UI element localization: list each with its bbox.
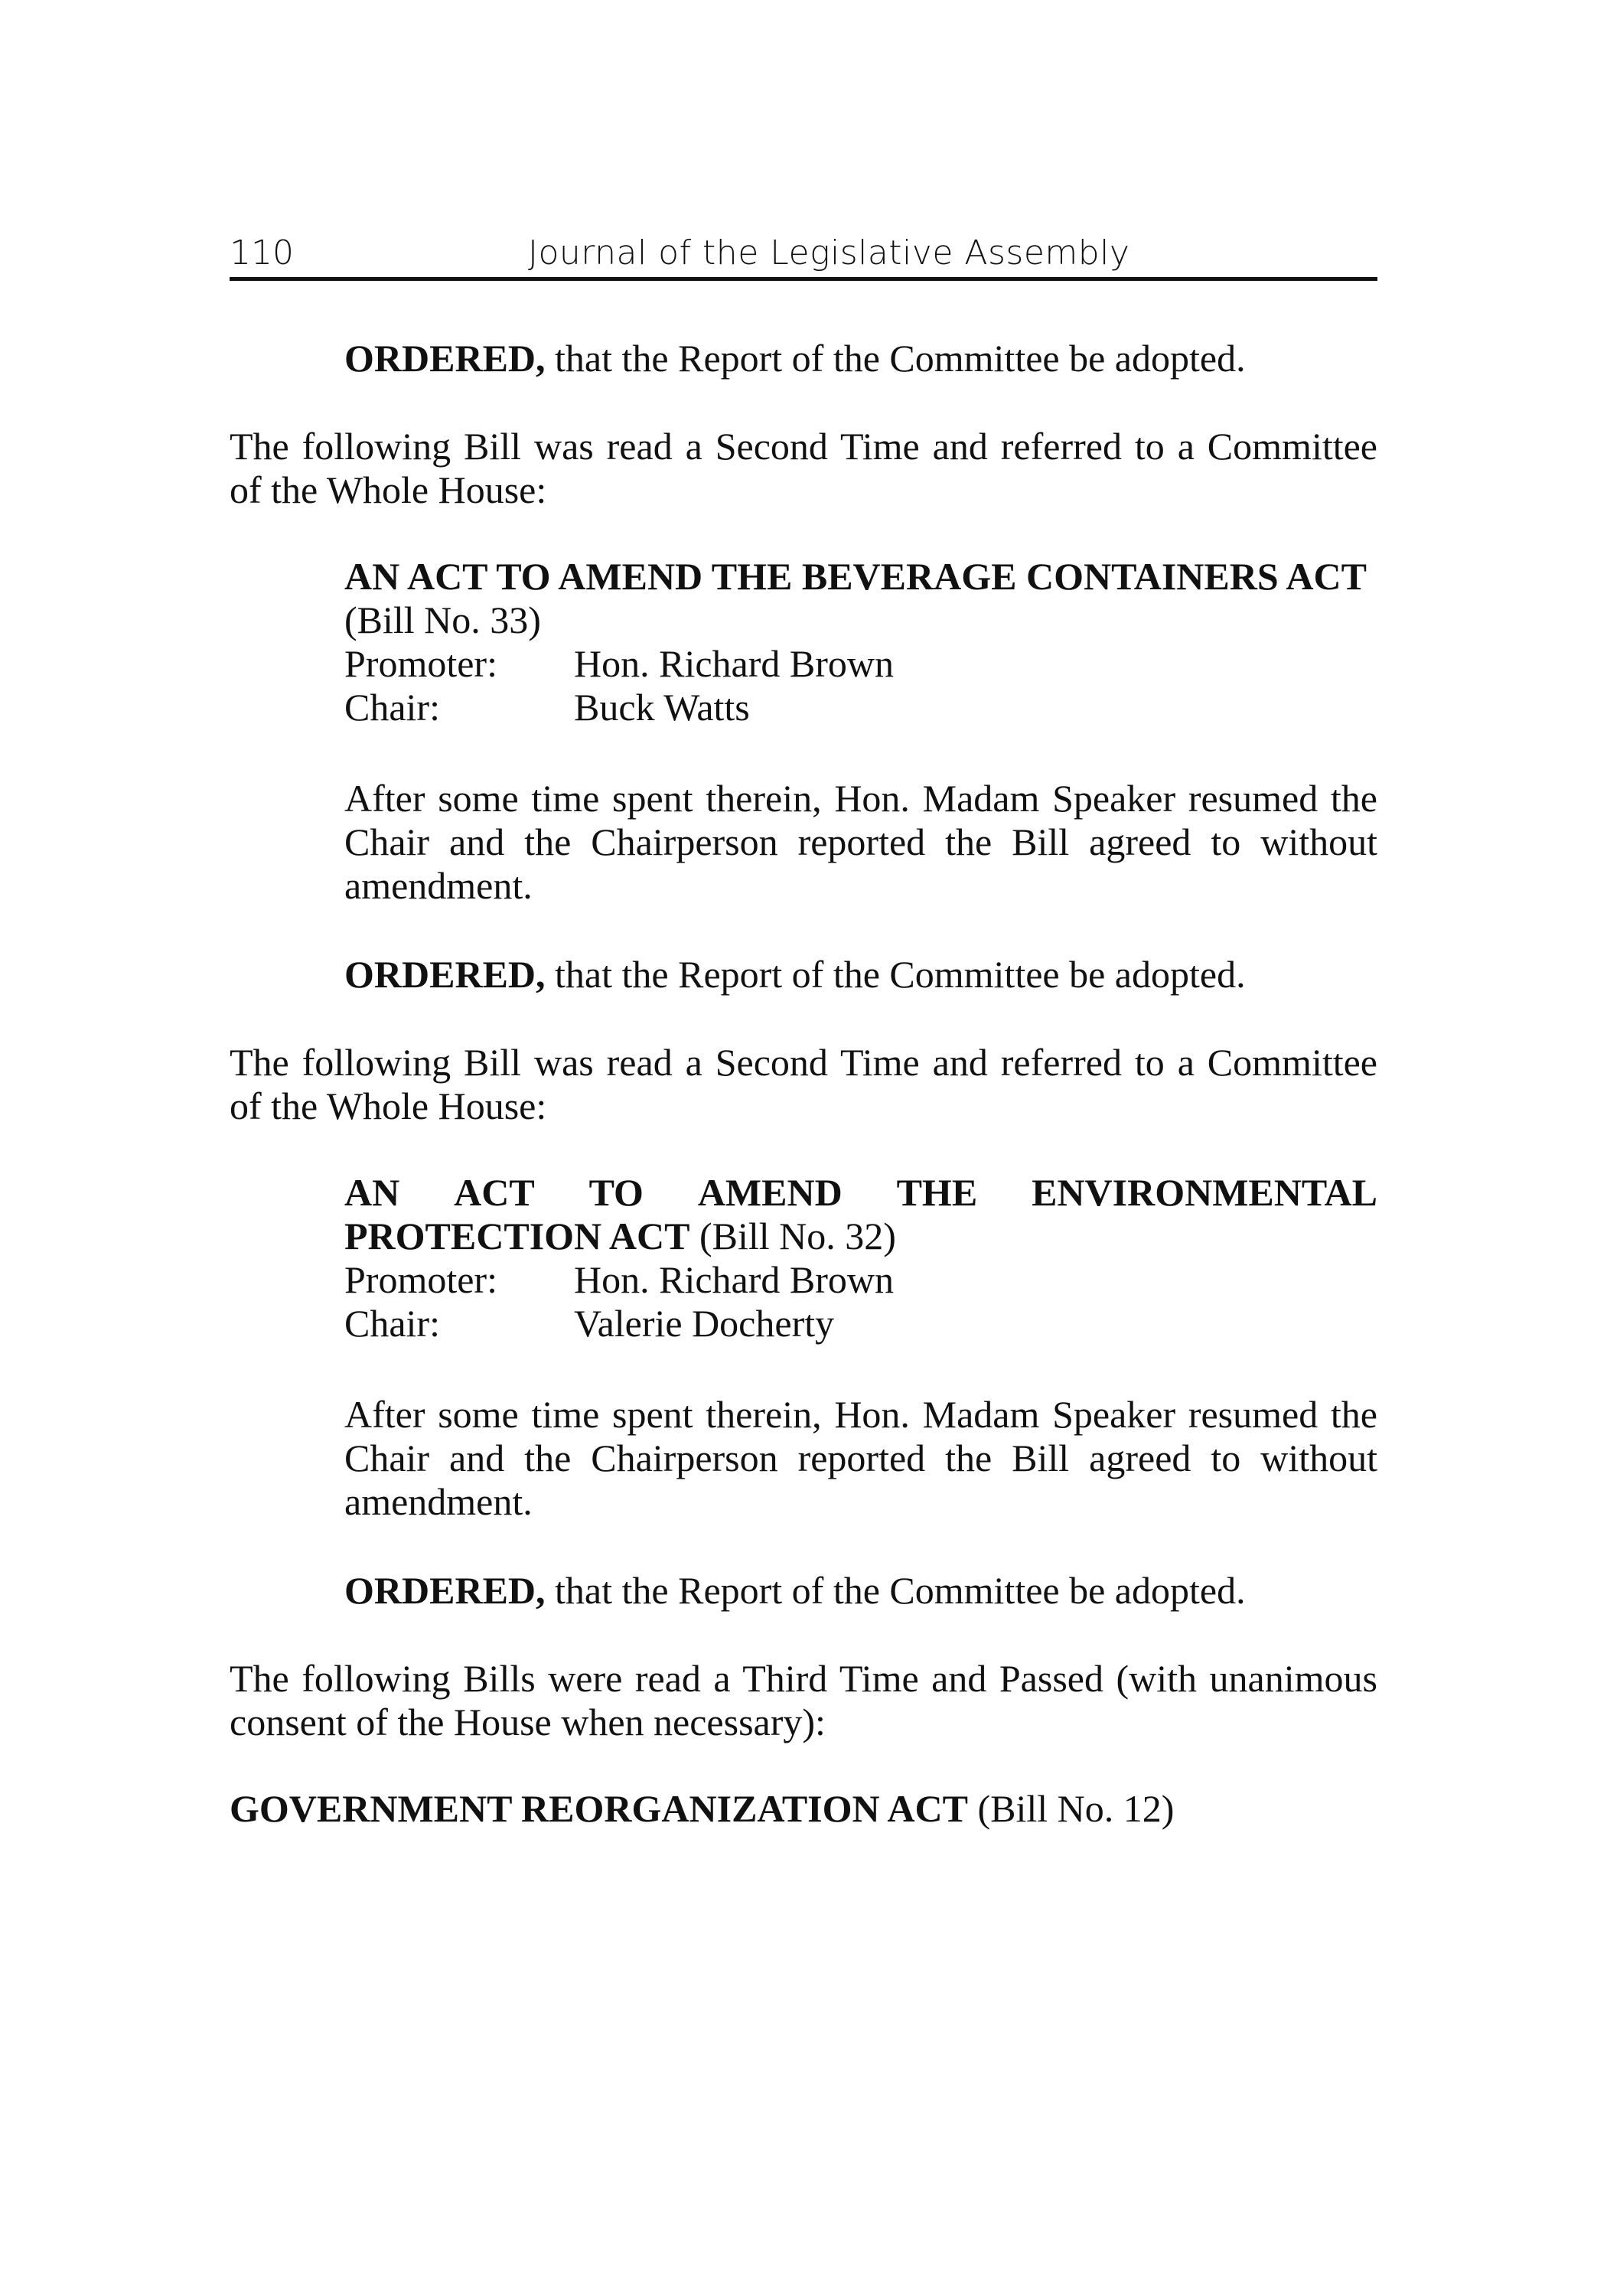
bill-33-result: After some time spent therein, Hon. Madam Speaker resumed the Chair and the Chairperson reported the Bill agreed to without amendment. [344,777,1377,907]
ordered-paragraph-1 [344,337,1377,380]
running-title: Journal of the Legislative Assembly [528,233,1130,272]
bill-32-chair: Valerie Docherty [574,1302,835,1345]
bill-12-entry [230,1787,1377,1831]
third-reading-intro: The following Bills were read a Third Time and Passed (with unanimous consent of the House when necessary): [230,1657,1377,1743]
bill-32-number: (Bill No. 32) [689,1215,896,1257]
ordered-paragraph-3 [344,1569,1377,1613]
bill-32-title-line-1: AN ACT TO AMEND THE ENVIRONMENTAL [344,1171,1377,1214]
bill-32-title-line-2: PROTECTION ACT [344,1215,690,1257]
ordered-text: that the Report of the Committee be adopted. [545,953,1246,996]
bill-33-number: (Bill No. 33) [344,598,541,641]
ordered-label: ORDERED, [344,337,546,380]
promoter-label: Promoter: [344,642,497,685]
ordered-label: ORDERED, [344,1569,546,1612]
second-reading-intro-2: The following Bill was read a Second Time and referred to a Committee of the Whole House: [230,1041,1377,1127]
bill-32-result: After some time spent therein, Hon. Madam Speaker resumed the Chair and the Chairperson reported the Bill agreed to without amendment. [344,1393,1377,1523]
chair-label: Chair: [344,686,440,729]
bill-32-entry [344,1171,1377,1345]
page-header [230,230,1377,281]
ordered-text: that the Report of the Committee be adopted. [545,337,1246,380]
bill-33-chair: Buck Watts [574,686,750,729]
promoter-label: Promoter: [344,1258,497,1301]
bill-12-number: (Bill No. 12) [967,1787,1175,1830]
bill-33-promoter: Hon. Richard Brown [574,642,894,685]
bill-12-title: GOVERNMENT REORGANIZATION ACT [230,1787,968,1830]
bill-32-promoter: Hon. Richard Brown [574,1258,894,1301]
page-number: 110 [230,233,294,272]
ordered-text: that the Report of the Committee be adopted. [545,1569,1246,1612]
chair-label: Chair: [344,1302,440,1345]
ordered-paragraph-2 [344,953,1377,996]
ordered-label: ORDERED, [344,953,546,996]
second-reading-intro-1: The following Bill was read a Second Time and referred to a Committee of the Whole House: [230,425,1377,511]
bill-33-title: AN ACT TO AMEND THE BEVERAGE CONTAINERS ACT [344,555,1367,598]
bill-33-entry [344,555,1377,729]
